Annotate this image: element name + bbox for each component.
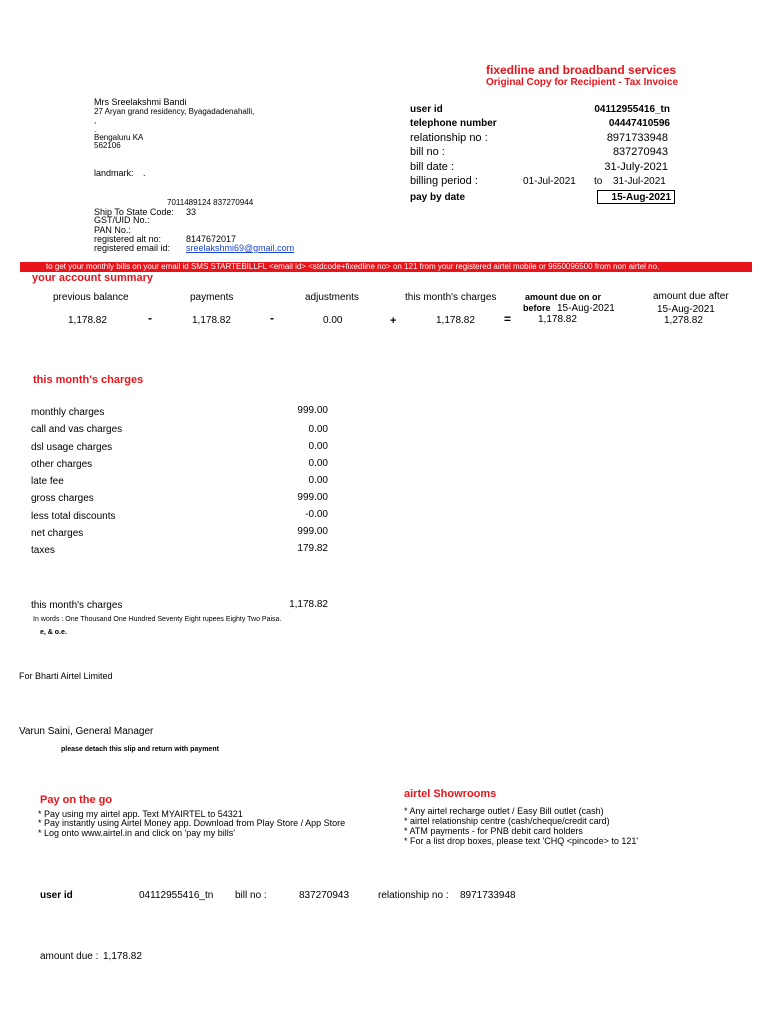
slip-amount-due-value: 1,178.82: [103, 951, 142, 962]
amount-due-after-date: 15-Aug-2021: [657, 304, 715, 315]
ship-state-label: Ship To State Code:: [94, 207, 174, 217]
slip-relationship-label: relationship no :: [378, 890, 449, 901]
charge-value: 179.82: [297, 543, 328, 554]
amount-due-label-line1: amount due on or: [525, 292, 601, 302]
operator-equals: =: [504, 312, 512, 326]
operator-minus-1: -: [148, 311, 152, 325]
charge-value: 0.00: [308, 475, 328, 486]
charge-label: other charges: [31, 459, 93, 470]
customer-name: Mrs Sreelakshmi Bandi: [94, 97, 187, 107]
previous-balance-value: 1,178.82: [68, 315, 107, 326]
bill-no-label: bill no :: [410, 146, 445, 158]
charge-label: net charges: [31, 528, 84, 539]
amount-due-after-value: 1,278.82: [664, 315, 703, 326]
landmark-value: .: [143, 168, 146, 178]
company-name: For Bharti Airtel Limited: [19, 671, 113, 681]
previous-balance-label: previous balance: [53, 292, 129, 303]
invoice-subtitle: Original Copy for Recipient - Tax Invoice: [486, 77, 679, 88]
user-id-value: 04112955416_tn: [594, 104, 670, 115]
amount-due-date: 15-Aug-2021: [557, 303, 615, 314]
slip-amount-due-label: amount due :: [40, 951, 99, 962]
charge-label: dsl usage charges: [31, 442, 113, 453]
operator-minus-2: -: [270, 311, 274, 325]
customer-phones: 7011489124 837270944: [167, 198, 254, 207]
email-label: registered email id:: [94, 243, 171, 253]
charge-value: 0.00: [308, 441, 328, 452]
eoe-note: e, & o.e.: [40, 629, 67, 636]
list-item: * Log onto www.airtel.in and click on 'pay my bills': [38, 828, 236, 838]
telephone-value: 04447410596: [608, 118, 670, 129]
charge-value: 0.00: [308, 424, 328, 435]
charges-total-value: 1,178.82: [289, 599, 328, 610]
billing-period-label: billing period :: [410, 175, 478, 187]
customer-address-line2: ,: [94, 116, 97, 125]
pay-on-go-title: Pay on the go: [40, 794, 113, 806]
operator-plus: +: [390, 315, 397, 327]
list-item: * ATM payments - for PNB debit card holders: [404, 826, 583, 836]
list-item: * airtel relationship centre (cash/cheque/credit card): [404, 816, 610, 826]
charges-total-label: this month's charges: [31, 600, 123, 611]
ebill-banner-text: to get your monthly bills on your email id SMS STARTEBILLFL <email id> <stdcode+fixedline no> on 121 from your registered airtel mobile or 9650096500 from non airtel no.: [46, 262, 660, 271]
landmark-label: landmark:: [94, 168, 134, 178]
bill-no-value: 837270943: [612, 146, 668, 158]
charge-value: 999.00: [297, 492, 328, 503]
signatory-name: Varun Saini, General Manager: [19, 726, 154, 737]
customer-city: Bengaluru KA: [94, 133, 144, 142]
alt-no-label: registered alt no:: [94, 234, 162, 244]
charge-value: 999.00: [297, 526, 328, 537]
alt-no-value: 8147672017: [186, 234, 237, 244]
amount-in-words: In words : One Thousand One Hundred Seventy Eight rupees Eighty Two Paisa.: [33, 616, 282, 623]
user-id-label: user id: [410, 104, 443, 115]
customer-pin: 562106: [94, 141, 121, 150]
ship-state-value: 33: [186, 207, 197, 217]
this-month-charges-label: this month's charges: [405, 292, 497, 303]
showrooms-title: airtel Showrooms: [404, 788, 497, 800]
charges-title: this month's charges: [33, 374, 144, 386]
billing-period-to: 31-Jul-2021: [613, 176, 666, 187]
this-month-charges-value: 1,178.82: [436, 315, 475, 326]
pay-by-label: pay by date: [410, 192, 466, 203]
amount-due-after-label: amount due after: [653, 291, 729, 302]
charge-label: late fee: [31, 476, 64, 487]
pan-label: PAN No.:: [94, 225, 131, 235]
list-item: * For a list drop boxes, please text 'CHQ <pincode> to 121': [404, 836, 639, 846]
payments-label: payments: [190, 292, 234, 303]
billing-period-from: 01-Jul-2021: [523, 176, 576, 187]
slip-relationship-value: 8971733948: [460, 890, 516, 901]
adjustments-value: 0.00: [323, 315, 343, 326]
relationship-label: relationship no :: [410, 132, 488, 144]
list-item: * Pay using my airtel app. Text MYAIRTEL to 54321: [38, 809, 243, 819]
charge-label: call and vas charges: [31, 424, 123, 435]
telephone-label: telephone number: [410, 118, 497, 129]
charge-value: -0.00: [305, 509, 328, 520]
list-item: * Any airtel recharge outlet / Easy Bill outlet (cash): [404, 806, 604, 816]
customer-address-line1: 27 Aryan grand residency, Byagadadenahalli,: [94, 107, 255, 116]
slip-bill-no-value: 837270943: [299, 890, 350, 901]
charge-value: 999.00: [297, 405, 328, 416]
slip-user-id-value: 04112955416_tn: [139, 890, 214, 901]
amount-due-value: 1,178.82: [538, 314, 577, 325]
charge-label: gross charges: [31, 493, 94, 504]
gst-label: GST/UID No.:: [94, 215, 150, 225]
charge-label: monthly charges: [31, 407, 105, 418]
billing-period-to-label: to: [594, 176, 603, 187]
slip-bill-no-label: bill no :: [235, 890, 267, 901]
amount-due-label-line2: before: [523, 303, 551, 313]
relationship-value: 8971733948: [606, 132, 668, 144]
ebill-banner: [20, 262, 752, 272]
charge-label: less total discounts: [31, 511, 116, 522]
pay-by-date-box: 15-Aug-2021: [597, 190, 675, 204]
detach-note: please detach this slip and return with payment: [61, 746, 219, 753]
charge-value: 0.00: [308, 458, 328, 469]
slip-user-id-label: user id: [40, 890, 73, 901]
list-item: * Pay instantly using Airtel Money app. Download from Play Store / App Store: [38, 818, 346, 828]
bill-date-label: bill date :: [410, 161, 455, 173]
customer-address-line3: .: [94, 125, 97, 134]
adjustments-label: adjustments: [305, 292, 359, 303]
charge-label: taxes: [31, 545, 55, 556]
account-summary-title: your account summary: [32, 272, 154, 284]
bill-date-value: 31-July-2021: [604, 161, 668, 173]
email-link[interactable]: sreelakshmi69@gmail.com: [186, 243, 295, 253]
invoice-title: fixedline and broadband services: [486, 63, 677, 77]
payments-value: 1,178.82: [192, 315, 231, 326]
